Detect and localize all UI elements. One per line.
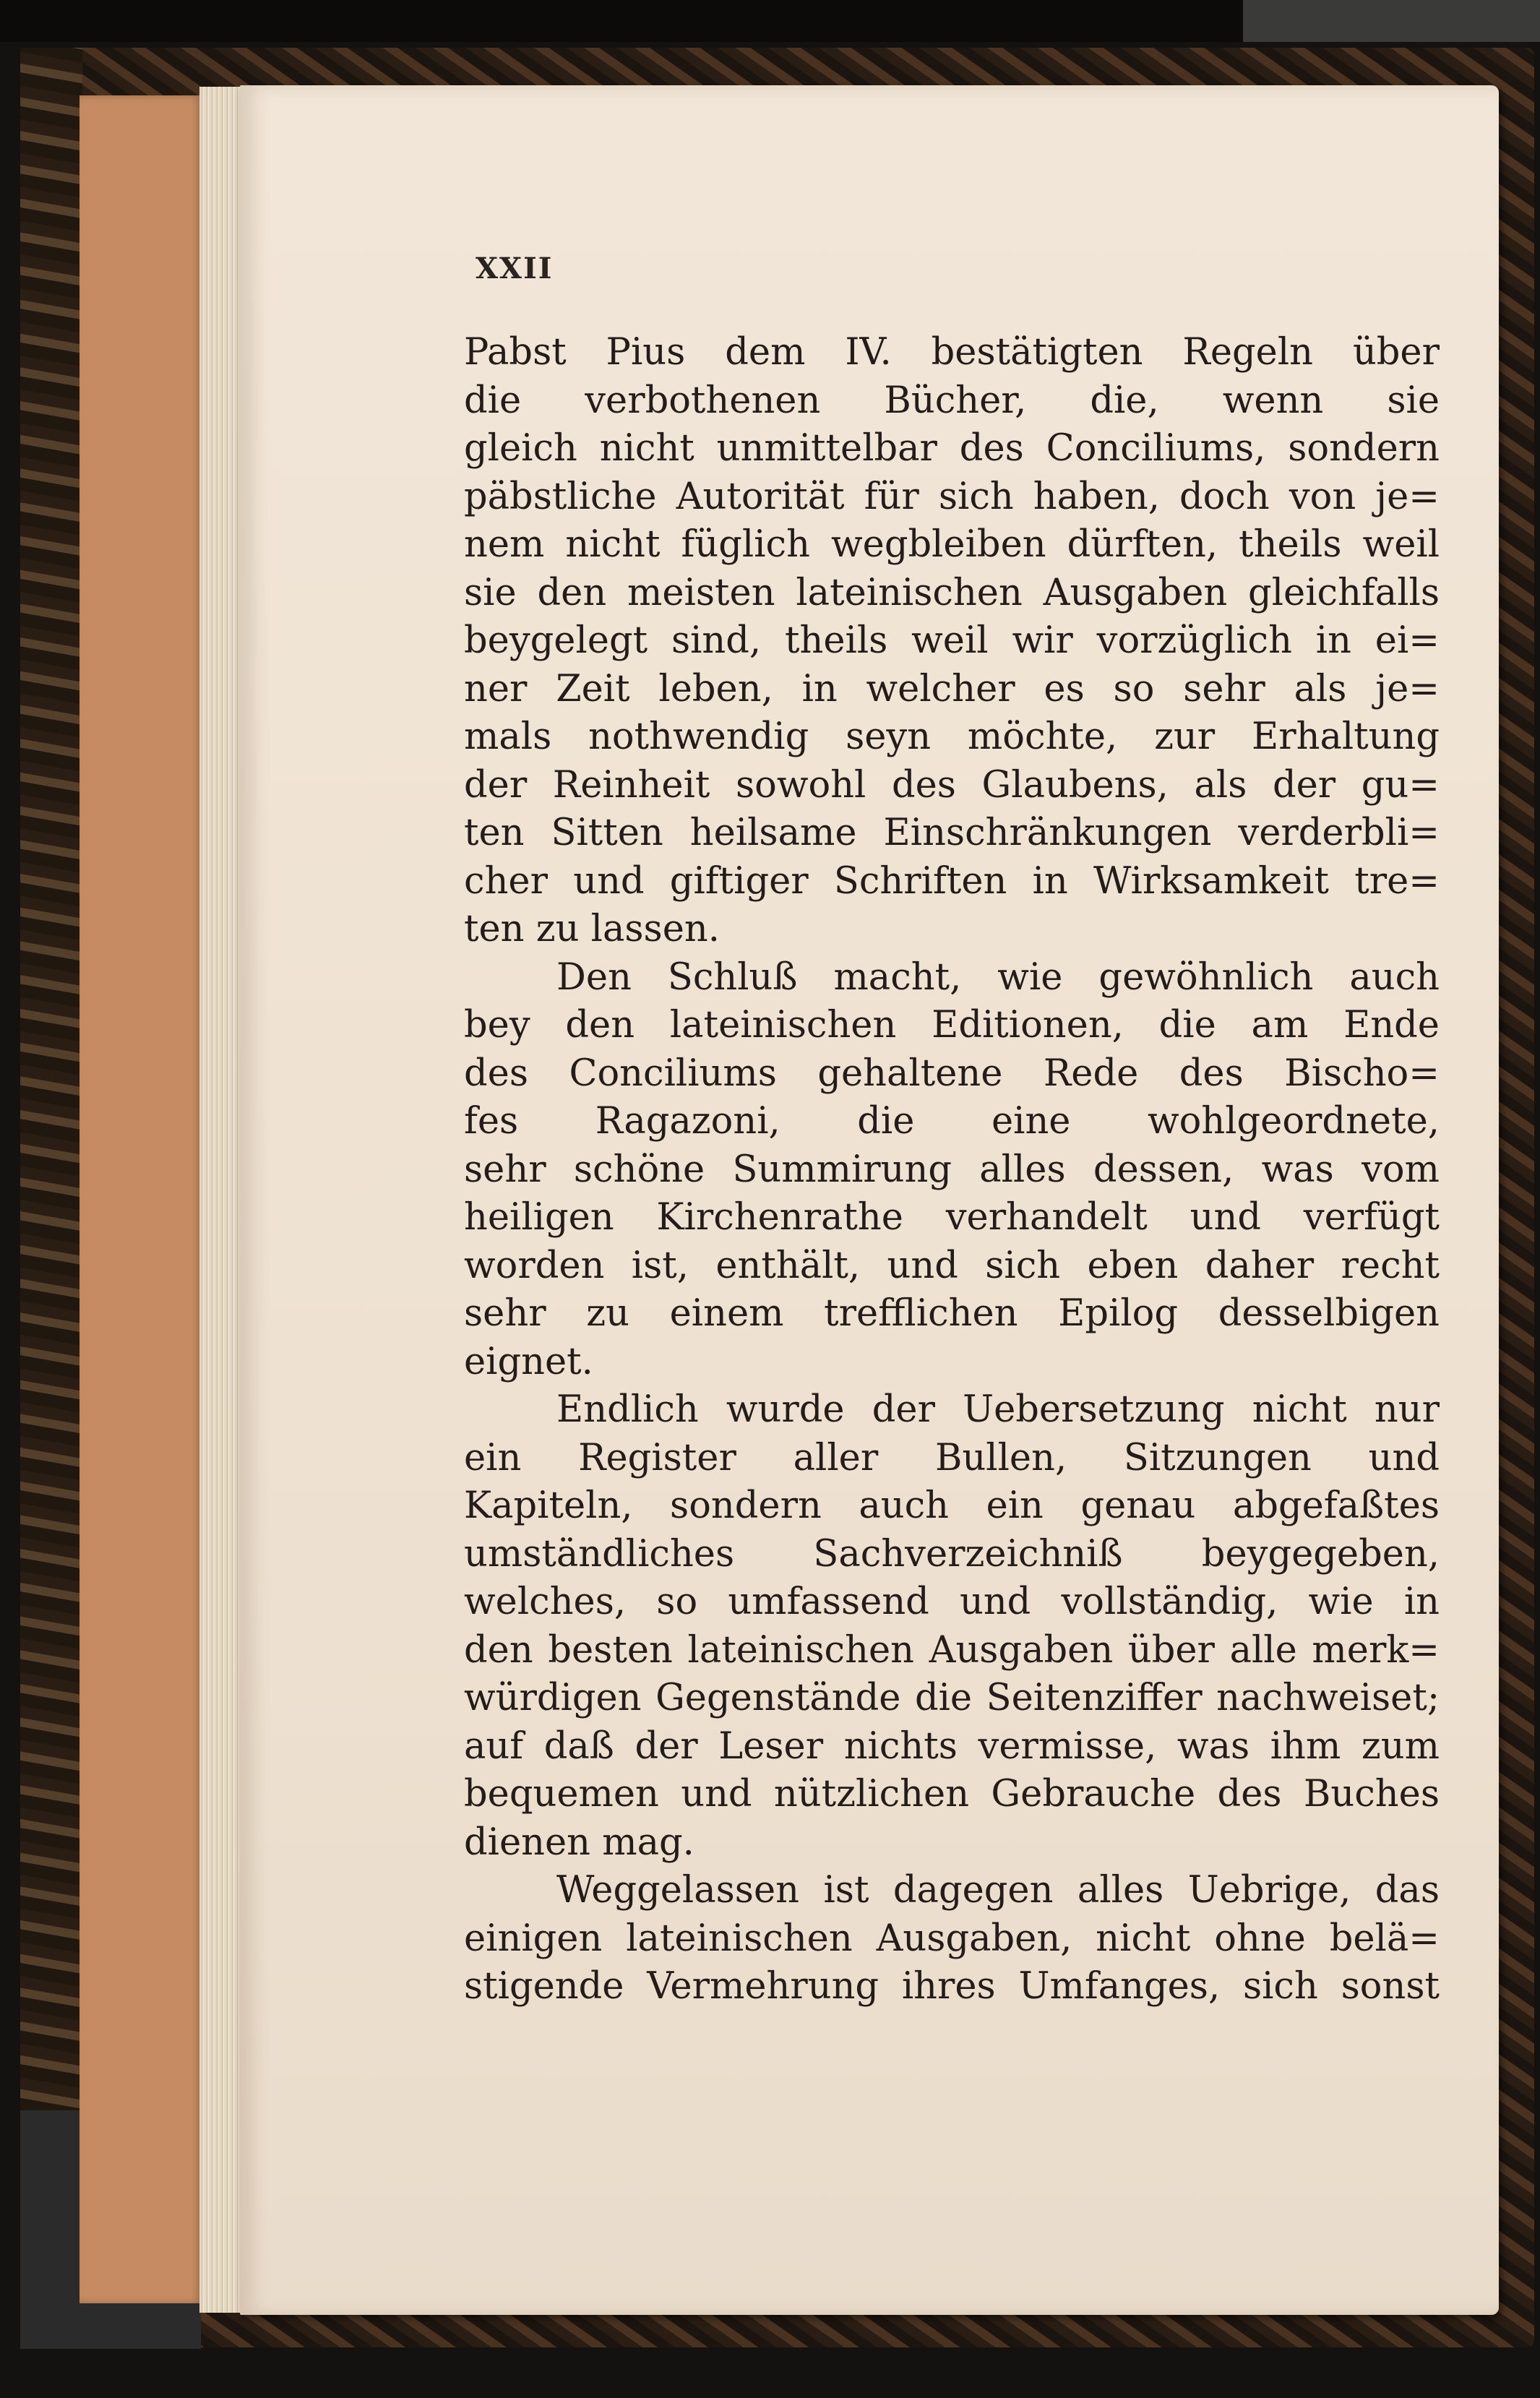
scan-background-top bbox=[0, 0, 1243, 42]
text-line: dienen mag. bbox=[464, 1821, 694, 1864]
scan-background-top-right bbox=[1243, 0, 1540, 42]
text-line: des Conciliums gehaltene Rede des Bischo= bbox=[464, 1052, 1440, 1095]
text-line: mals nothwendig seyn möchte, zur Erhaltung bbox=[464, 715, 1440, 758]
page-number: XXII bbox=[476, 252, 554, 285]
text-line: den besten lateinischen Ausgaben über alle merk= bbox=[464, 1628, 1440, 1672]
text-line: bey den lateinischen Editionen, die am Ende bbox=[464, 1004, 1440, 1047]
text-line: der Reinheit sowohl des Glaubens, als der gu= bbox=[464, 763, 1440, 807]
text-line: die verbothenen Bücher, die, wenn sie bbox=[464, 379, 1440, 422]
text-line: umständliches Sachverzeichniß beygegeben, bbox=[464, 1532, 1440, 1576]
book-spine-edge bbox=[20, 48, 82, 2347]
text-line: würdigen Gegenstände die Seitenziffer nachweiset; bbox=[464, 1677, 1440, 1719]
text-line: Weggelassen ist dagegen alles Uebrige, das bbox=[556, 1869, 1440, 1912]
text-line: ein Register aller Bullen, Sitzungen und bbox=[464, 1436, 1440, 1479]
text-line: einigen lateinischen Ausgaben, nicht ohne belä= bbox=[464, 1917, 1440, 1960]
text-line: Pabst Pius dem IV. bestätigten Regeln über bbox=[464, 331, 1440, 374]
text-line: sie den meisten lateinischen Ausgaben gleichfalls bbox=[464, 571, 1440, 614]
text-line: Kapiteln, sondern auch ein genau abgefaßtes bbox=[464, 1484, 1440, 1527]
text-line: eignet. bbox=[464, 1340, 593, 1383]
text-line: auf daß der Leser nichts vermisse, was ihm zum bbox=[464, 1724, 1440, 1768]
text-line: worden ist, enthält, und sich eben daher recht bbox=[464, 1244, 1440, 1287]
endpaper-strip bbox=[79, 95, 202, 2303]
text-line: bequemen und nützlichen Gebrauche des Buches bbox=[464, 1773, 1440, 1815]
text-line: beygelegt sind, theils weil wir vorzüglich in ei= bbox=[464, 619, 1440, 662]
text-line: welches, so umfassend und vollständig, wie in bbox=[464, 1581, 1440, 1623]
body-text bbox=[464, 329, 1440, 2011]
text-line: Den Schluß macht, wie gewöhnlich auch bbox=[556, 955, 1440, 999]
text-line: stigende Vermehrung ihres Umfanges, sich sonst bbox=[464, 1965, 1440, 2008]
text-line: Endlich wurde der Uebersetzung nicht nur bbox=[556, 1388, 1440, 1431]
text-line: ten Sitten heilsame Einschränkungen verderbli= bbox=[464, 812, 1440, 854]
text-line: fes Ragazoni, die eine wohlgeordnete, bbox=[464, 1100, 1440, 1143]
text-line: heiligen Kirchenrathe verhandelt und verfügt bbox=[464, 1196, 1440, 1239]
text-line: ner Zeit leben, in welcher es so sehr als je= bbox=[464, 667, 1440, 710]
text-line: sehr zu einem trefflichen Epilog desselbigen bbox=[464, 1292, 1440, 1335]
text-line: gleich nicht unmittelbar des Conciliums, sondern bbox=[464, 427, 1440, 470]
text-line: sehr schöne Summirung alles dessen, was vom bbox=[464, 1148, 1440, 1191]
text-line: ten zu lassen. bbox=[464, 908, 720, 950]
text-line: cher und giftiger Schriften in Wirksamkeit tre= bbox=[464, 859, 1440, 903]
text-line: nem nicht füglich wegbleiben dürften, theils weil bbox=[464, 523, 1440, 566]
text-line: päbstliche Autorität für sich haben, doch von je= bbox=[464, 475, 1440, 518]
